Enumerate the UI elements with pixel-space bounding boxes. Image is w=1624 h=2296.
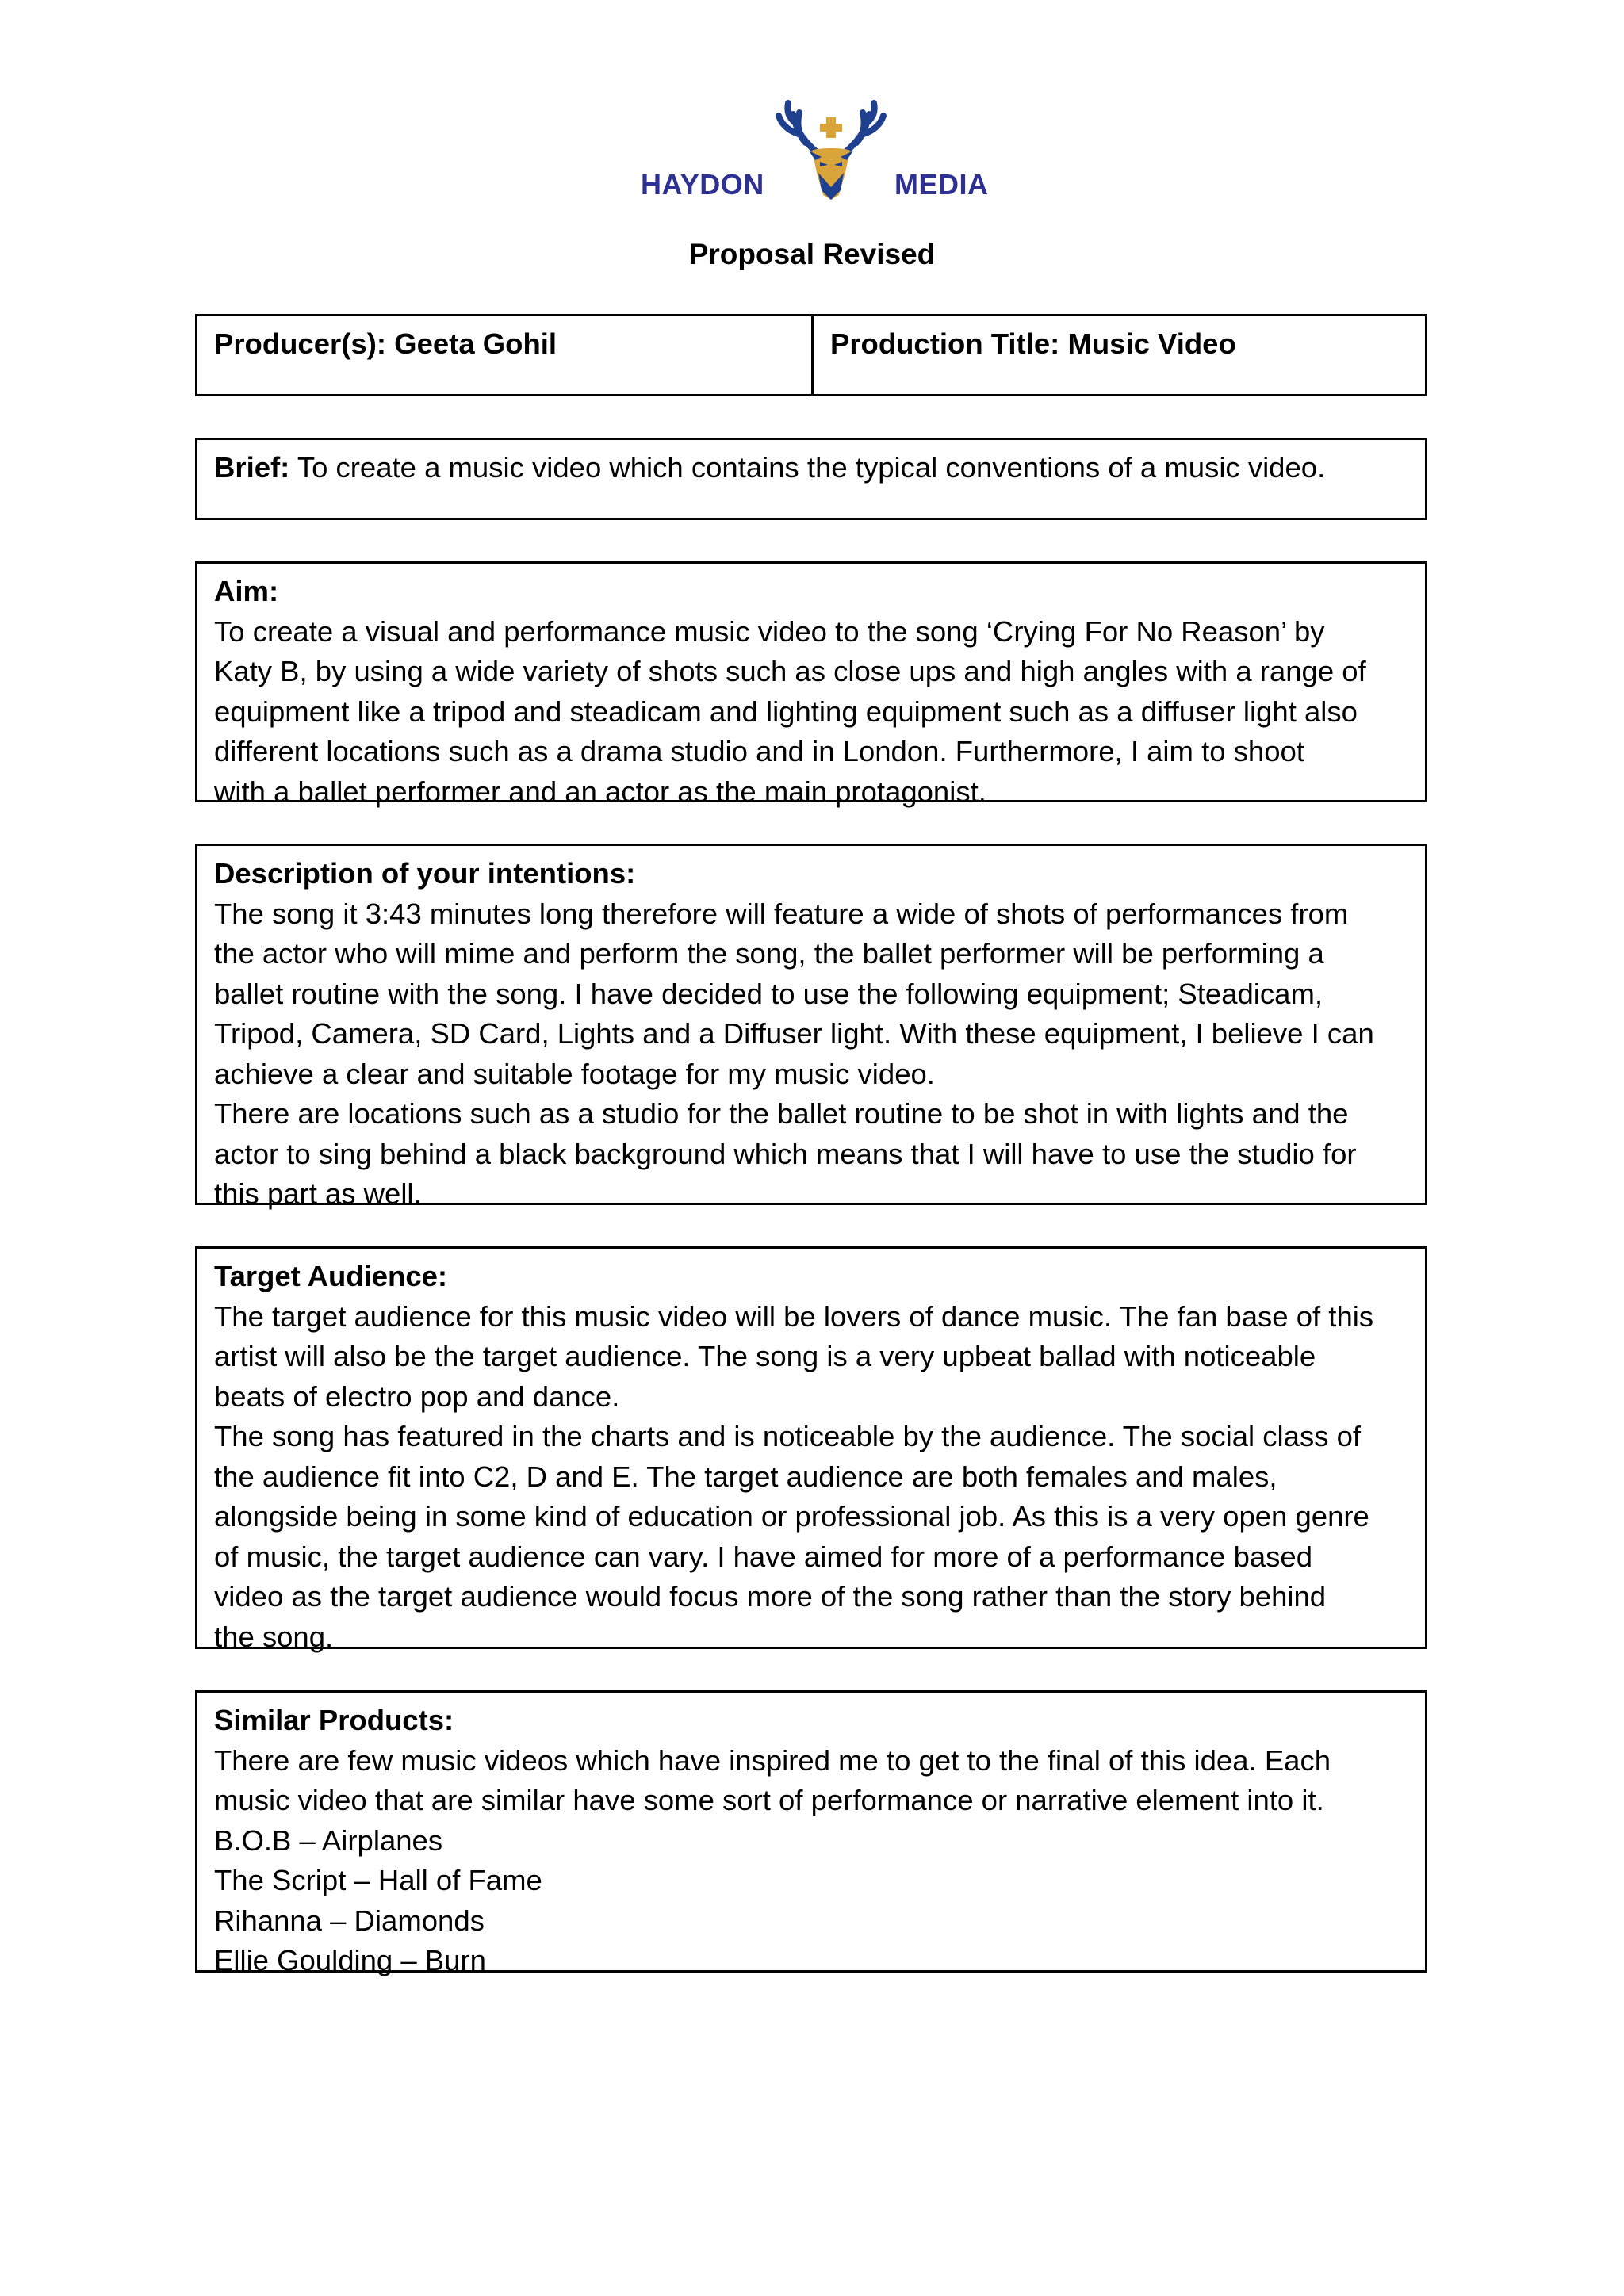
aim-line: To create a visual and performance music video to the song ‘Crying For No Reason’ by <box>214 614 1325 648</box>
description-line: ballet routine with the song. I have decided to use the following equipment; Steadicam, <box>214 977 1323 1010</box>
target-audience-line: The song has featured in the charts and is noticeable by the audience. The social class of <box>214 1420 1362 1452</box>
page-title: Proposal Revised <box>688 238 936 270</box>
brand-left-text: HAYDON <box>641 168 764 201</box>
brief-text: To create a music video which contains the typical conventions of a music video. <box>297 451 1326 484</box>
target-audience-line: The target audience for this music video will be lovers of dance music. The fan base of this <box>214 1299 1374 1333</box>
target-audience-line: artist will also be the target audience. The song is a very upbeat ballad with noticeable <box>214 1340 1316 1372</box>
brand-right-text: MEDIA <box>894 168 989 201</box>
similar-product-item: B.O.B – Airplanes <box>214 1823 443 1857</box>
producer-value: Geeta Gohil <box>394 327 557 360</box>
target-audience-line: alongside being in some kind of education or professional job. As this is a very open genre <box>214 1500 1369 1533</box>
similar-products-box <box>195 1690 1427 1976</box>
aim-line: different locations such as a drama studio and in London. Furthermore, I aim to shoot <box>214 735 1304 767</box>
target-audience-heading: Target Audience: <box>214 1260 448 1292</box>
description-line: actor to sing behind a black background which means that I will have to use the studio for <box>214 1137 1357 1170</box>
production-title-cell <box>814 316 1425 394</box>
aim-line: Katy B, by using a wide variety of shots such as close ups and high angles with a range of <box>214 655 1366 687</box>
similar-products-line: music video that are similar have some sort of performance or narrative element into it. <box>214 1784 1324 1816</box>
target-audience-line: video as the target audience would focus more of the song rather than the story behind <box>214 1580 1327 1613</box>
description-line: Tripod, Camera, SD Card, Lights and a Diffuser light. With these equipment, I believe I can <box>214 1017 1374 1050</box>
producer-production-table <box>195 314 1427 396</box>
stag-head-icon <box>769 94 893 205</box>
target-audience-line: the song. <box>214 1620 334 1653</box>
brief-box <box>195 438 1427 520</box>
producer-label: Producer(s): <box>214 327 387 360</box>
similar-product-item: Rihanna – Diamonds <box>214 1904 485 1937</box>
description-line: There are locations such as a studio for the ballet routine to be shot in with lights and the <box>214 1097 1349 1130</box>
aim-line: with a ballet performer and an actor as the main protagonist. <box>214 775 986 808</box>
similar-product-item: Ellie Goulding – Burn <box>214 1944 486 1976</box>
aim-heading: Aim: <box>214 575 279 607</box>
similar-products-line: There are few music videos which have inspired me to get to the final of this idea. Each <box>214 1743 1331 1777</box>
description-line: The song it 3:43 minutes long therefore will feature a wide of shots of performances from <box>214 897 1349 930</box>
aim-box <box>195 561 1427 808</box>
similar-product-item: The Script – Hall of Fame <box>214 1864 542 1896</box>
description-line: this part as well. <box>214 1177 422 1210</box>
brief-label: Brief: <box>214 451 290 484</box>
similar-products-heading: Similar Products: <box>214 1704 454 1736</box>
target-audience-line: beats of electro pop and dance. <box>214 1380 620 1413</box>
production-title-value: Music Video <box>1067 327 1236 360</box>
description-heading: Description of your intentions: <box>214 857 636 890</box>
target-audience-box <box>195 1246 1427 1653</box>
aim-line: equipment like a tripod and steadicam and lighting equipment such as a diffuser light also <box>214 695 1358 728</box>
target-audience-line: the audience fit into C2, D and E. The target audience are both females and males, <box>214 1460 1277 1493</box>
description-line: achieve a clear and suitable footage for my music video. <box>214 1057 935 1090</box>
production-title-label: Production Title: <box>830 327 1060 360</box>
producer-cell <box>197 316 814 394</box>
description-box <box>195 844 1427 1210</box>
target-audience-line: of music, the target audience can vary. I have aimed for more of a performance based <box>214 1540 1313 1573</box>
description-line: the actor who will mime and perform the song, the ballet performer will be performing a <box>214 937 1324 970</box>
